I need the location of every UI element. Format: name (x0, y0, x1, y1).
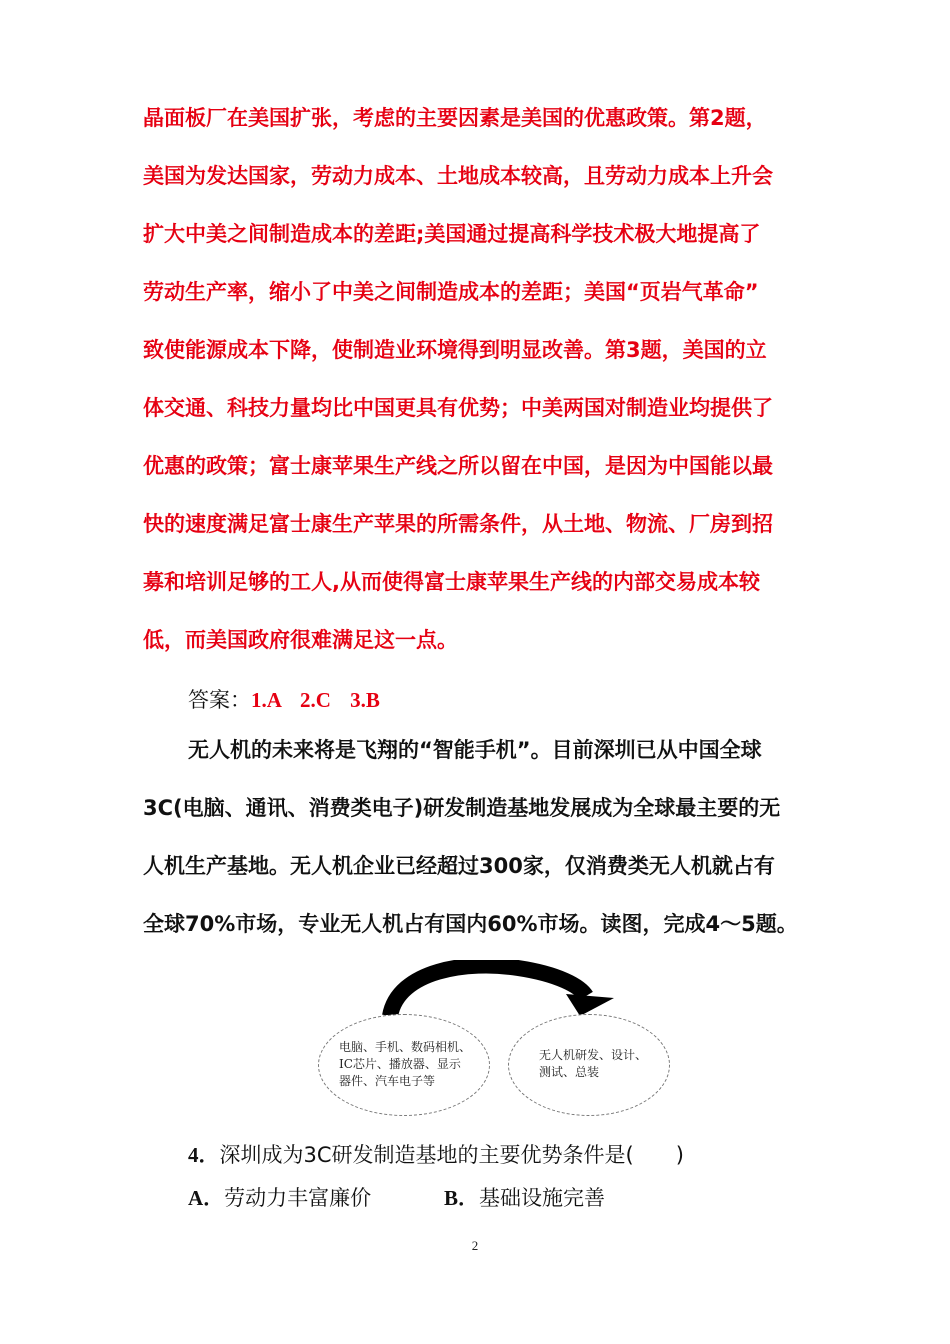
explanation-line: 优惠的政策；富士康苹果生产线之所以留在中国，是因为中国能以最 (143, 454, 773, 478)
option-letter: A． (188, 1186, 225, 1210)
question-number: 4． (188, 1143, 220, 1167)
explanation-line: 致使能源成本下降，使制造业环境得到明显改善。第3题，美国的立 (143, 338, 767, 362)
drone-industry-bubble (508, 1014, 670, 1116)
explanation-line: 快的速度满足富士康生产苹果的所需条件，从土地、物流、厂房到招 (143, 512, 773, 536)
bubble-line: 器件、汽车电子等 (339, 1074, 436, 1088)
option-b (444, 1182, 605, 1212)
intro-line: 无人机的未来将是飞翔的“智能手机”。目前深圳已从中国全球 (188, 738, 762, 762)
answer-line (188, 684, 380, 714)
intro-line: 全球70%市场，专业无人机占有国内60%市场。读图，完成4～5题。 (143, 912, 798, 936)
curved-arrow-icon (318, 960, 678, 1020)
bubble-line: 电脑、手机、数码相机、 (339, 1040, 472, 1054)
explanation-line: 低，而美国政府很难满足这一点。 (143, 628, 458, 652)
page-number: 2 (471, 1238, 479, 1253)
drone-industry-diagram (318, 960, 678, 1120)
option-text: 基础设施完善 (479, 1186, 606, 1210)
explanation-line: 募和培训足够的工人,从而使得富士康苹果生产线的内部交易成本较 (143, 570, 760, 594)
bubble-line: 测试、总装 (539, 1065, 600, 1079)
bubble-line: 无人机研发、设计、 (539, 1048, 648, 1062)
option-a (188, 1182, 371, 1212)
option-letter: B． (444, 1186, 480, 1210)
intro-line: 3C(电脑、通讯、消费类电子)研发制造基地发展成为全球最主要的无 (143, 796, 781, 820)
explanation-line: 美国为发达国家，劳动力成本、土地成本较高，且劳动力成本上升会 (143, 164, 773, 188)
explanation-line: 扩大中美之间制造成本的差距;美国通过提高科学技术极大地提高了 (143, 222, 761, 246)
explanation-line: 劳动生产率，缩小了中美之间制造成本的差距；美国“页岩气革命” (143, 280, 759, 304)
question-4 (188, 1139, 684, 1169)
answer-label: 答案： (188, 688, 251, 712)
source-industries-bubble (318, 1014, 490, 1116)
answer-value: 1.A 2.C 3.B (251, 688, 380, 712)
explanation-line: 晶面板厂在美国扩张，考虑的主要因素是美国的优惠政策。第2题， (143, 106, 767, 130)
intro-line: 人机生产基地。无人机企业已经超过300家，仅消费类无人机就占有 (143, 854, 775, 878)
question-text: 深圳成为3C研发制造基地的主要优势条件是( ) (219, 1143, 684, 1167)
explanation-line: 体交通、科技力量均比中国更具有优势；中美两国对制造业均提供了 (143, 396, 773, 420)
bubble-line: IC芯片、播放器、显示 (339, 1057, 461, 1071)
option-text: 劳动力丰富廉价 (224, 1186, 372, 1210)
